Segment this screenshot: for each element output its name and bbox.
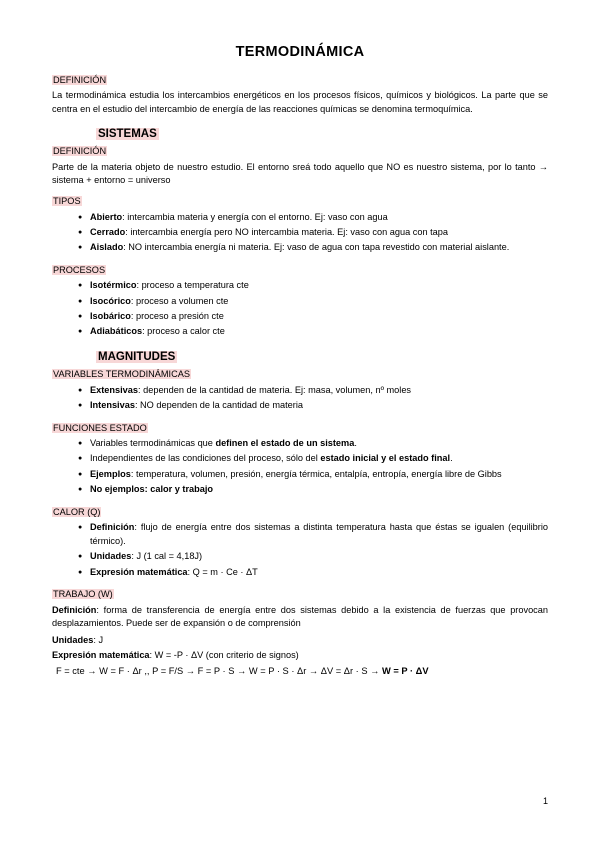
- definicion-label-intro-text: DEFINICIÓN: [53, 75, 107, 85]
- list-item: [90, 483, 548, 497]
- list-item: [90, 452, 548, 466]
- variables-label: [52, 368, 548, 380]
- list-item: [90, 566, 548, 580]
- procesos-list: [52, 279, 548, 339]
- heading-magnitudes-text: MAGNITUDES: [98, 351, 176, 364]
- trabajo-expresion: [52, 649, 548, 663]
- variables-label-text: VARIABLES TERMODINÁMICAS: [53, 369, 190, 380]
- term: Abierto: [90, 211, 123, 222]
- term: Cerrado: [90, 226, 126, 237]
- sistemas-definicion-text: Parte de la materia objeto de nuestro estudio. El entorno sreá todo aquello que NO es nuestro sistema, por lo tanto → sistema + entorno = universo: [52, 161, 548, 185]
- list-item: [90, 279, 548, 293]
- list-item: [90, 399, 548, 413]
- text-pre: Variables termodinámicas que: [90, 438, 216, 449]
- page-number: 1: [542, 796, 548, 806]
- definicion-label-sistemas-text: DEFINICIÓN: [53, 146, 107, 157]
- term-desc: : proceso a calor cte: [142, 326, 225, 337]
- list-item: [90, 325, 548, 339]
- heading-magnitudes: [96, 351, 548, 363]
- text-post: .: [450, 453, 453, 464]
- list-item: [90, 226, 548, 240]
- list-item: [90, 437, 548, 451]
- funciones-estado-list: [52, 437, 548, 497]
- calor-list: [52, 521, 548, 579]
- trabajo-unidades: [52, 634, 548, 648]
- term: Extensivas: [90, 384, 139, 395]
- term: Unidades: [52, 635, 94, 646]
- trabajo-label: [52, 588, 548, 600]
- term-desc: : forma de transferencia de energía entre dos sistemas debido a la existencia de fuerzas que provocan desplazamientos. Puede ser de expansión o de comprensión: [52, 604, 548, 629]
- term-desc: : Q = m · Ce · ΔT: [187, 566, 258, 577]
- trabajo-definicion: [52, 604, 548, 631]
- text-bold: No ejemplos: calor y trabajo: [90, 483, 214, 494]
- list-item: [90, 241, 548, 255]
- formula-derivation: F = cte → W = F · Δr ,, P = F/S → F = P · S → W = P · S · Δr → ΔV = Δr · S →: [56, 666, 383, 677]
- term: Expresión matemática: [90, 566, 188, 577]
- term: Isobárico: [90, 311, 131, 322]
- formula-result: W = P · ΔV: [382, 666, 429, 677]
- list-item: [90, 468, 548, 482]
- funciones-estado-label-text: FUNCIONES ESTADO: [53, 422, 147, 433]
- term-desc: : J (1 cal = 4,18J): [131, 551, 203, 562]
- heading-sistemas-text: SISTEMAS: [98, 128, 157, 141]
- tipos-list: [52, 211, 548, 255]
- calor-label: [52, 506, 548, 518]
- term: Definición: [90, 522, 135, 533]
- term-desc: : flujo de energía entre dos sistemas a distinta temperatura hasta que éstas se igualen (equilibrio térmico).: [90, 522, 548, 546]
- list-item: [90, 384, 548, 398]
- term: Isotérmico: [90, 280, 137, 291]
- term: Expresión matemática: [52, 650, 150, 661]
- term-desc: : intercambia energía pero NO intercambia materia. Ej: vaso con agua con tapa: [125, 226, 448, 237]
- list-item: [90, 310, 548, 324]
- term-desc: : proceso a volumen cte: [130, 295, 229, 306]
- term-desc: : temperatura, volumen, presión, energía térmica, entalpía, entropía, energía libre de Gibbs: [130, 468, 502, 479]
- heading-sistemas: [96, 128, 548, 140]
- page-title: TERMODINÁMICA: [235, 44, 365, 60]
- term: Adiabáticos: [90, 326, 143, 337]
- term: Aislado: [90, 242, 124, 253]
- trabajo-label-text: TRABAJO (W): [53, 589, 113, 600]
- term-desc: : proceso a presión cte: [130, 311, 224, 322]
- procesos-label-text: PROCESOS: [53, 265, 106, 276]
- text-bold: definen el estado de un sistema: [215, 438, 355, 449]
- term: Intensivas: [90, 399, 135, 410]
- term-desc: : J: [93, 635, 104, 646]
- tipos-label-text: TIPOS: [53, 196, 81, 207]
- funciones-estado-label: [52, 422, 548, 434]
- term-desc: : NO dependen de la cantidad de materia: [134, 399, 303, 410]
- definicion-label-intro: [52, 74, 548, 86]
- term-desc: : proceso a temperatura cte: [136, 280, 249, 291]
- term: Unidades: [90, 551, 132, 562]
- term-desc: : intercambia materia y energía con el entorno. Ej: vaso con agua: [122, 211, 388, 222]
- text-pre: Independientes de las condiciones del proceso, sólo del: [90, 453, 321, 464]
- calor-label-text: CALOR (Q): [53, 506, 101, 517]
- list-item: [90, 550, 548, 564]
- term: Ejemplos: [90, 468, 131, 479]
- list-item: [90, 211, 548, 225]
- list-item: [90, 521, 548, 549]
- term-desc: : W = -P · ΔV (con criterio de signos): [149, 650, 299, 661]
- term-desc: : dependen de la cantidad de materia. Ej: masa, volumen, nº moles: [138, 384, 412, 395]
- list-item: [90, 295, 548, 309]
- intro-paragraph: La termodinámica estudia los intercambios energéticos en los procesos físicos, químicos y biológicos. La parte que se centra en el estudio del intercambio de energía de las reacciones químicas se denomina termoquímica.: [52, 90, 548, 114]
- text-bold: estado inicial y el estado final: [320, 453, 451, 464]
- variables-list: [52, 384, 548, 413]
- term-desc: : NO intercambia energía ni materia. Ej: vaso de agua con tapa revestido con material aislante.: [123, 242, 510, 253]
- trabajo-formula: [56, 665, 548, 679]
- term: Definición: [52, 604, 97, 615]
- text-post: .: [354, 438, 357, 449]
- procesos-label: [52, 264, 548, 276]
- tipos-label: [52, 195, 548, 207]
- definicion-label-sistemas: [52, 145, 548, 157]
- term: Isocórico: [90, 295, 131, 306]
